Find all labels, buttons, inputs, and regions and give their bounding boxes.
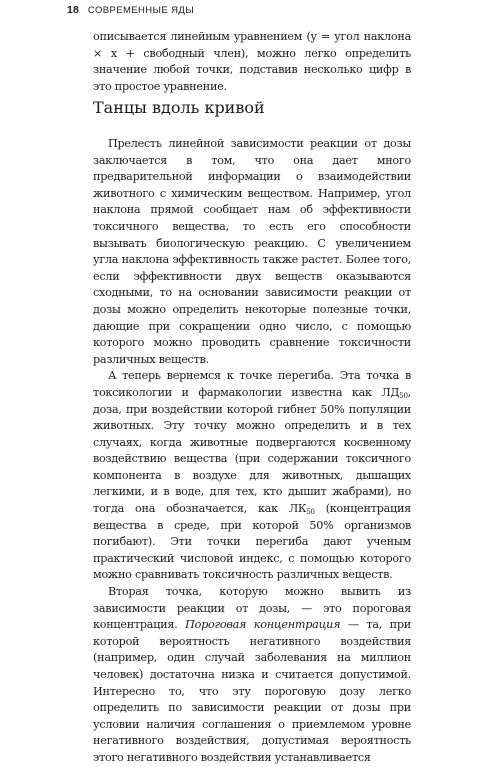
paragraph-threshold-concentration <box>93 584 411 767</box>
text-segment: , доза, при воздействии которой гибнет 50% популяции животных. Эту точку можно определить и в тех случаях, когда животные подвергаются косвенному воздействию вещества (при содержании токсичного компонента в воздухе для животных, дышащих легкими, и в воде, для тех, кто дышит жабрами), но тогда она обозначается, как ЛК <box>93 385 411 516</box>
text-segment: Вторая точка, которую можно вывить из зависимости реакции от дозы, — это пороговая концентрация. <box>93 585 411 632</box>
paragraph-continued: описывается линейным уравнением (y = угол наклона × x + свободный член), можно легко определить значение любой точки, подставив несколько цифр в это простое уравнение. <box>93 30 411 93</box>
emphasized-term: Пороговая концентрация <box>185 618 341 632</box>
text-segment: — та, при которой вероятность негативного воздействия (например, один случай заболевания на миллион человек) достаточна низка и считается допустимой. Интересно то, что эту пороговую дозу легко определить по зависимости реакции от дозы при условии наличия соглашения о приемлемом уровне негативного воздействия, допустимая вероятность этого негативного воздействия устанавливается <box>93 618 411 764</box>
text-segment: (концентрация вещества в среде, при которой 50% организмов погибают). Эти точки перегиба дают ученым практический числовой индекс, с помощью которого можно сравнивать токсичность различных веществ. <box>93 502 411 582</box>
page-number: 18 <box>67 4 79 16</box>
continued-paragraph <box>93 29 411 95</box>
subscript: 50 <box>306 508 315 517</box>
paragraph-linear-dependence: Прелесть линейной зависимости реакции от дозы заключается в том, что она дает много предварительной информации о взаимодействии животного с химическим веществом. Например, угол наклона прямой сообщает нам об эффективности токсичного вещества, то есть его способности вызывать биологическую реакцию. С увеличением угла наклона эффективность также растет. Более того, если эффективности двух веществ оказываются сходными, то на основании зависимости реакции от дозы можно определить некоторые полезные точки, дающие при сокращении одно число, с помощью которого можно проводить сравнение токсичности различных веществ. <box>93 137 411 366</box>
paragraph-inflection-point <box>93 368 411 584</box>
section-heading: Танцы вдоль кривой <box>93 98 265 117</box>
subscript: 50 <box>399 391 408 400</box>
running-head <box>67 4 194 17</box>
section-body <box>93 136 411 767</box>
text-segment: А теперь вернемся к точке перегиба. Эта точка в токсикологии и фармакологии известна как ЛД <box>93 369 411 399</box>
running-title: СОВРЕМЕННЫЕ ЯДЫ <box>87 5 195 16</box>
